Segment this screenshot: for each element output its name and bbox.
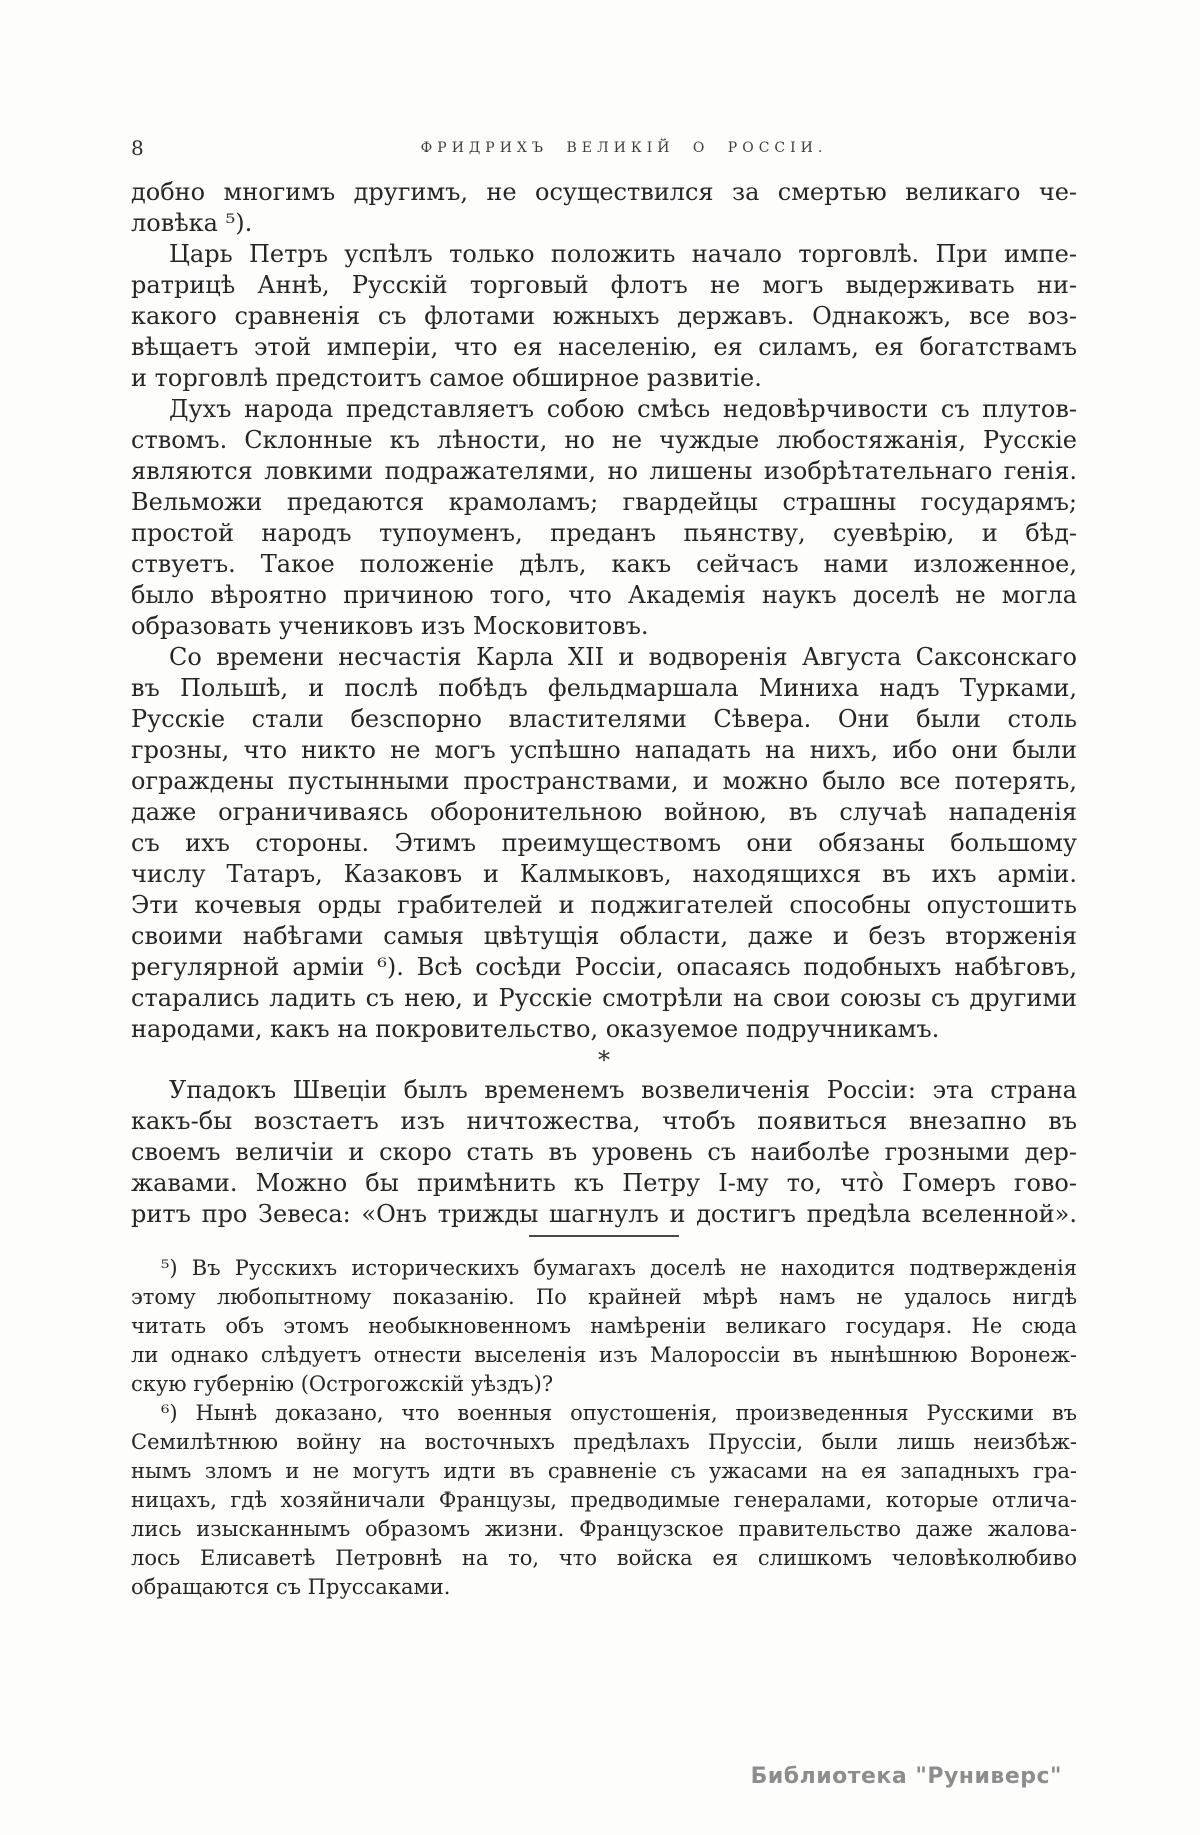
footnote-line: обращаются съ Пруссаками. <box>131 1575 451 1599</box>
footnote-line: ницахъ, гдѣ хозяйничали Французы, предводимые генералами, которые отлича- <box>131 1488 1077 1512</box>
text-line: Духъ народа представляетъ собою смѣсь недовѣрчивости съ плутов- <box>169 395 1077 423</box>
text-line: ствуетъ. Такое положеніе дѣлъ, какъ сейчасъ нами изложенное, <box>131 550 1077 578</box>
text-line: ритъ про Зевеса: «Онъ трижды шагнулъ и достигъ предѣла вселенной». <box>131 1200 1077 1228</box>
footnote-line: Семилѣтнюю войну на восточныхъ предѣлахъ Пруссіи, были лишь неизбѣж- <box>131 1430 1077 1454</box>
text-line: Царь Петръ успѣлъ только положить начало торговлѣ. При импе- <box>169 240 1077 268</box>
footnote <box>131 1254 1077 1399</box>
text-line: какъ-бы возстаетъ изъ ничтожества, чтобъ появиться внезапно въ <box>131 1107 1077 1135</box>
text-line: образовать учениковъ изъ Московитовъ. <box>131 612 649 640</box>
text-line: своими набѣгами самыя цвѣтущія области, даже и безъ вторженія <box>131 922 1077 950</box>
footnote-line: скую губернію (Острогожскій уѣздъ)? <box>131 1372 554 1396</box>
text-line: добно многимъ другимъ, не осуществился за смертью великаго че- <box>131 178 1077 206</box>
footnote-line: этому любопытному показанію. По крайней мѣрѣ намъ не удалось нигдѣ <box>131 1285 1077 1309</box>
book-page <box>131 137 1077 1602</box>
text-line: какого сравненія съ флотами южныхъ державъ. Однакожъ, все воз- <box>131 302 1077 330</box>
text-line: ствомъ. Склонные къ лѣности, но не чуждые любостяжанія, Русскіе <box>131 426 1077 454</box>
footnote-line: читать объ этомъ необыкновенномъ намѣреніи великаго государя. Не сюда <box>131 1314 1077 1338</box>
text-line: числу Татаръ, Казаковъ и Калмыковъ, находящихся въ ихъ арміи. <box>131 860 1077 888</box>
text-line: простой народъ тупоуменъ, преданъ пьянству, суевѣрію, и бѣд- <box>131 519 1077 547</box>
text-line: даже ограничиваясь оборонительною войною, въ случаѣ нападенія <box>131 798 1077 826</box>
text-line: въ Польшѣ, и послѣ побѣдъ фельдмаршала Миниха надъ Турками, <box>131 674 1077 702</box>
footnotes <box>131 1254 1077 1602</box>
text-line: Русскіе стали безспорно властителями Сѣвера. Они были столь <box>131 705 1077 733</box>
paragraph <box>131 1075 1077 1230</box>
footnote-line: ⁵) Въ Русскихъ историческихъ бумагахъ доселѣ не находится подтвержденія <box>161 1256 1077 1280</box>
text-line: грозны, что никто не могъ успѣшно нападать на нихъ, ибо они были <box>131 736 1077 764</box>
text-line: старались ладить съ нею, и Русскіе смотрѣли на свои союзы съ другими <box>131 984 1077 1012</box>
footnote <box>131 1399 1077 1602</box>
running-title: ФРИДРИХЪ ВЕЛИКІЙ О РОССІИ. <box>420 140 828 156</box>
page-header <box>131 137 1077 159</box>
text-line: народами, какъ на покровительство, оказуемое подручникамъ. <box>131 1015 940 1043</box>
text-line: Эти кочевыя орды грабителей и поджигателей способны опустошить <box>131 891 1077 919</box>
paragraph <box>131 642 1077 1045</box>
paragraph <box>131 394 1077 642</box>
text-line: ловѣка ⁵). <box>131 209 253 237</box>
footnote-separator-rule <box>529 1235 679 1237</box>
footnote-line: ⁶) Нынѣ доказано, что военныя опустошенія, произведенныя Русскими въ <box>161 1401 1077 1425</box>
text-line: своемъ величіи и скоро стать въ уровень съ наиболѣе грозными дер- <box>131 1138 1077 1166</box>
footnote-line: ли однако слѣдуетъ отнести выселенія изъ Малороссіи въ нынѣшнюю Воронеж- <box>131 1343 1077 1367</box>
library-watermark: Библиотека "Руниверс" <box>750 1764 1062 1789</box>
text-line: жавами. Можно бы примѣнить къ Петру I-му то, что̀ Гомеръ гово- <box>131 1169 1077 1197</box>
text-line: было вѣроятно причиною того, что Академія наукъ доселѣ не могла <box>131 581 1077 609</box>
text-line: и торговлѣ предстоитъ самое обширное развитіе. <box>131 364 762 392</box>
text-line: ратрицѣ Аннѣ, Русскій торговый флотъ не могъ выдерживать ни- <box>131 271 1077 299</box>
text-line: вѣщаетъ этой имперіи, что ея населенію, ея силамъ, ея богатствамъ <box>131 333 1077 361</box>
text-line: ограждены пустынными пространствами, и можно было все потерять, <box>131 767 1077 795</box>
paragraph <box>131 239 1077 394</box>
footnote-line: лись изысканнымъ образомъ жизни. Французское правительство даже жалова- <box>131 1517 1077 1541</box>
footnote-line: лось Елисаветѣ Петровнѣ на то, что войска ея слишкомъ человѣколюбиво <box>131 1546 1077 1570</box>
section-divider-asterisk: * <box>598 1046 610 1074</box>
page-number: 8 <box>131 136 144 160</box>
text-line: Вельможи предаются крамоламъ; гвардейцы страшны государямъ; <box>131 488 1077 516</box>
paragraph <box>131 177 1077 239</box>
text-line: съ ихъ стороны. Этимъ преимуществомъ они обязаны большому <box>131 829 1077 857</box>
text-line: Упадокъ Швеціи былъ временемъ возвеличенія Россіи: эта страна <box>169 1076 1077 1104</box>
main-text <box>131 177 1077 1230</box>
footnote-line: нымъ зломъ и не могутъ идти въ сравненіе съ ужасами на ея западныхъ гра- <box>131 1459 1077 1483</box>
text-line: Со времени несчастія Карла XII и водворенія Августа Саксонскаго <box>169 643 1077 671</box>
text-line: являются ловкими подражателями, но лишены изобрѣтательнаго генія. <box>131 457 1077 485</box>
text-line: регулярной арміи ⁶). Всѣ сосѣди Россіи, опасаясь подобныхъ набѣговъ, <box>131 953 1077 981</box>
